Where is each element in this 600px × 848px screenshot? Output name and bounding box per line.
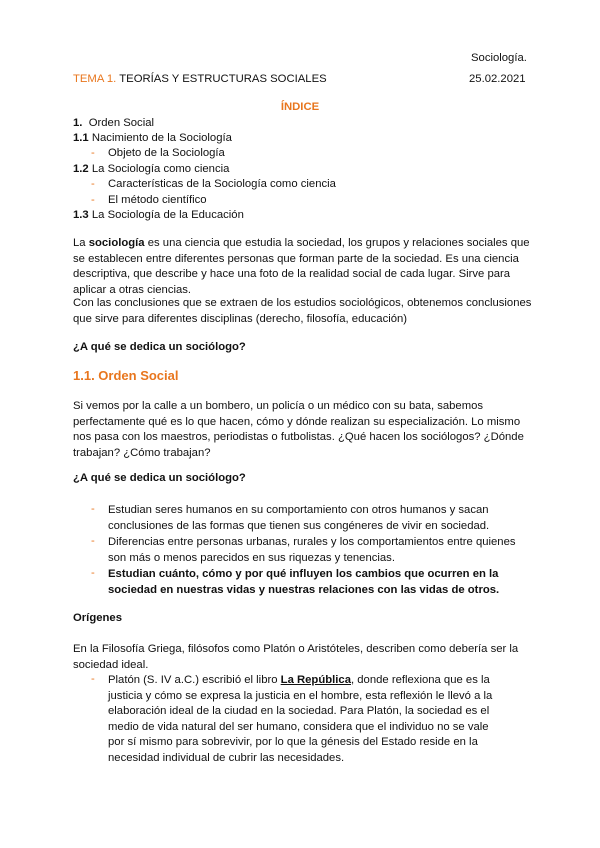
tema-heading bbox=[73, 73, 327, 85]
list-item: Diferencias entre personas urbanas, rurales y los comportamientos entre quienes son más o menos parecidos en sus riquezas y tenencias. bbox=[108, 536, 516, 564]
index-item: 1. Orden Social bbox=[73, 117, 155, 129]
list-item: Estudian cuánto, cómo y por qué influyen los cambios que ocurren en la sociedad en nuestras vidas y nuestras relaciones con las vidas de otros. bbox=[108, 568, 500, 596]
intro-paragraph: La sociología es una ciencia que estudia la sociedad, los grupos y relaciones sociales que se establecen entre diferentes personas que forman parte de la sociedad. Es una ciencia descriptiva, que describe y hace una foto de la realidad social de cada lugar. Sirve para aplicar a otras ciencias. bbox=[73, 237, 530, 296]
intro-paragraph-2: Con las conclusiones que se extraen de los estudios sociológicos, obtenemos conclusiones que sirve para diferentes disciplinas (derecho, filosofía, educación) bbox=[73, 297, 532, 325]
dash-icon: - bbox=[91, 673, 95, 685]
index-subitem: - El método científico bbox=[91, 194, 207, 206]
index-item: 1.1 Nacimiento de la Sociología bbox=[73, 132, 232, 144]
origins-paragraph: En la Filosofía Griega, filósofos como Platón o Aristóteles, describen como debería ser la sociedad ideal. bbox=[73, 643, 519, 671]
platon-item: Platón (S. IV a.C.) escribió el libro La República, donde reflexiona que es la justicia y cómo se expresa la justicia en el hombre, esta reflexión le llevó a la elaboración ideal de la ciudad en la sociedad. Para Platón, la sociedad es el medio de vida natural del ser humano, considera que el individuo no se vale por sí mismo para sobrevivir, por lo que la génesis del Estado reside en la necesidad individual de cubrir las necesidades. bbox=[108, 674, 493, 764]
document-date: 25.02.2021 bbox=[469, 73, 526, 85]
index-subitem: - Características de la Sociología como ciencia bbox=[91, 178, 336, 190]
index-item: 1.2 La Sociología como ciencia bbox=[73, 163, 230, 175]
dash-icon: - bbox=[91, 178, 95, 190]
dash-icon: - bbox=[91, 147, 95, 159]
list-item: Estudian seres humanos en su comportamiento con otros humanos y sacan conclusiones de las formas que tienen sus congéneres de vivir en sociedad. bbox=[108, 504, 490, 532]
index-title: ÍNDICE bbox=[280, 101, 320, 113]
tema-title: TEORÍAS Y ESTRUCTURAS SOCIALES bbox=[119, 73, 327, 85]
dash-icon: - bbox=[91, 535, 95, 547]
index-subitem: - Objeto de la Sociología bbox=[91, 147, 225, 159]
orden-paragraph: Si vemos por la calle a un bombero, un policía o un médico con su bata, sabemos perfectamente qué es lo que hacen, cómo y dónde realizan su especialización. Lo mismo nos pasa con los maestros, periodistas o futbolistas. ¿Qué hacen los sociólogos? ¿Dónde trabajan? ¿Cómo trabajan? bbox=[73, 400, 524, 459]
dash-icon: - bbox=[91, 194, 95, 206]
question-heading: ¿A qué se dedica un sociólogo? bbox=[73, 341, 246, 353]
dash-icon: - bbox=[91, 567, 95, 579]
question-heading-2: ¿A qué se dedica un sociólogo? bbox=[73, 472, 246, 484]
book-title: La República bbox=[280, 674, 351, 686]
origins-title: Orígenes bbox=[73, 612, 122, 624]
subject-label: Sociología. bbox=[471, 52, 527, 64]
section-title: 1.1. Orden Social bbox=[73, 368, 179, 383]
index-item: 1.3 La Sociología de la Educación bbox=[73, 209, 244, 221]
dash-icon: - bbox=[91, 503, 95, 515]
tema-prefix: TEMA 1. bbox=[73, 73, 117, 85]
